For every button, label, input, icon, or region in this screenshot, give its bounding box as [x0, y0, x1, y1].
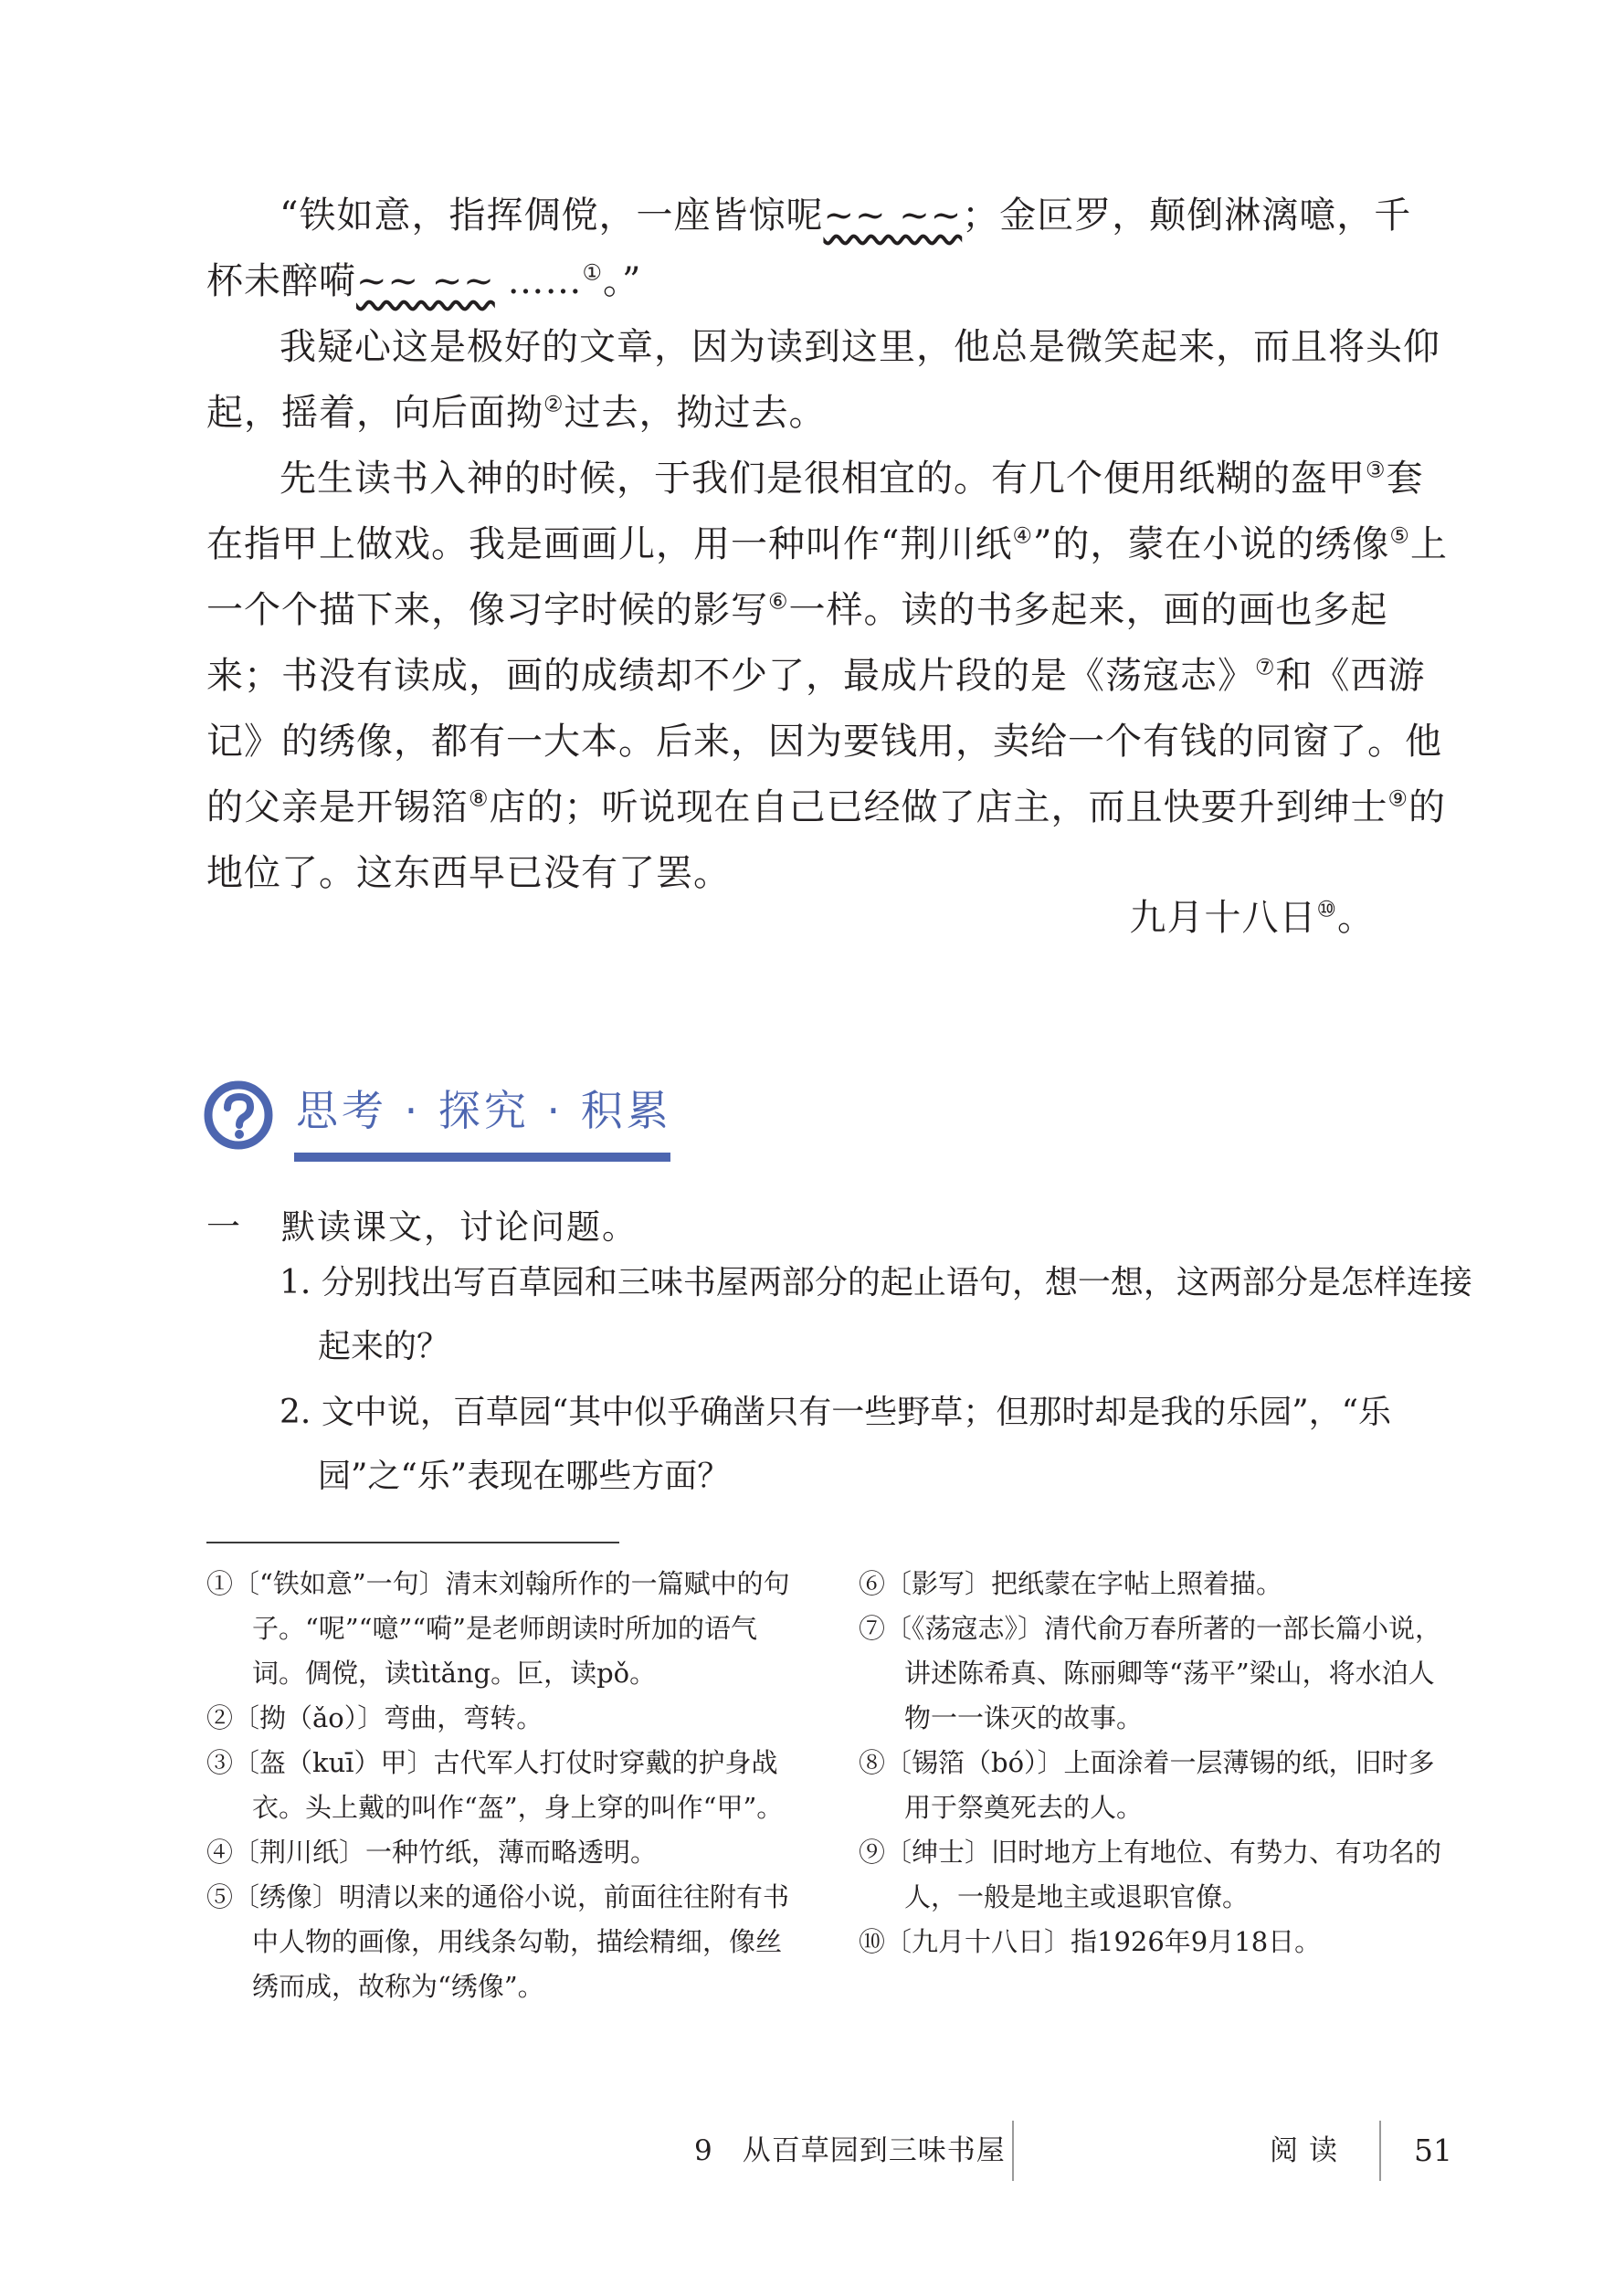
footnote-ref-9[interactable]: ⑨ [1387, 785, 1409, 812]
p1-text-a: “铁如意，指挥倜傥，一座皆惊呢 [280, 195, 824, 237]
p3-text-6: 和《西游记》的绣像，都有一大本。后来，因为要钱用，卖给一个有钱的同窗了。他的父亲是开锡箔 [206, 655, 1442, 828]
footer-chapter-title: 9 从百草园到三味书屋 [694, 2134, 1006, 2167]
footer-divider [1379, 2121, 1381, 2181]
footnotes-left-column [206, 1562, 791, 2009]
p3-text-4: 上一个个描下来，像习字时候的影写 [206, 523, 1448, 631]
p3-text-1: 先生读书入神的时候，于我们是很相宜的。有几个便用纸糊的盔甲 [280, 458, 1366, 500]
question-group-title: 默读课文，讨论问题。 [281, 1207, 638, 1247]
p1-text-d: 。” [603, 260, 642, 302]
p3-text-7: 店的；听说现在自己已经做了店主，而且快要升到绅士 [489, 786, 1388, 828]
question-text: 分别找出写百草园和三味书屋两部分的起止语句，想一想，这两部分是怎样连接起来的？ [318, 1264, 1472, 1365]
body-paragraph-2 [206, 314, 1449, 446]
footnote-divider [206, 1542, 619, 1543]
p1-wave-1: ~~ ~~ [823, 195, 963, 237]
footnote-9: ⑨〔绅士〕旧时地方上有地位、有势力、有功名的人，一般是地主或退职官僚。 [859, 1837, 1442, 1912]
footnote-3: ③〔盔（kuī）甲〕古代军人打仗时穿戴的护身战衣。头上戴的叫作“盔”，身上穿的叫作“甲”。 [206, 1747, 784, 1823]
footnote-ref-8[interactable]: ⑧ [469, 785, 490, 812]
footnote-ref-1[interactable]: ① [582, 259, 604, 286]
date-line [1129, 890, 1375, 945]
date-end: 。 [1337, 897, 1375, 939]
footnote-ref-3[interactable]: ③ [1366, 457, 1387, 483]
question-group-number: 一 [206, 1207, 242, 1247]
footnote-ref-4[interactable]: ④ [1012, 522, 1033, 549]
p2-text-b: 过去，拗过去。 [564, 392, 827, 434]
footnote-7: ⑦〔《荡寇志》〕清代俞万春所著的一部长篇小说，讲述陈希真、陈丽卿等“荡平”梁山，将水泊人物一一诛灭的故事。 [859, 1613, 1442, 1733]
body-paragraph-3 [206, 446, 1449, 906]
p2-text-a: 我疑心这是极好的文章，因为读到这里，他总是微笑起来，而且将头仰起，摇着，向后面拗 [206, 326, 1440, 434]
p3-text-5: 一样。读的书多起来，画的画也多起来；书没有读成，画的成绩却不少了，最成片段的是《荡寇志》 [206, 589, 1388, 697]
p3-text-2: 套在指甲上做戏。我是画画儿，用一种叫作“荆川纸 [206, 458, 1424, 565]
question-item [280, 1381, 1483, 1509]
section-header [203, 1080, 678, 1180]
footer-divider [1012, 2121, 1014, 2181]
page-number: 51 [1414, 2133, 1452, 2168]
question-number: 2. [280, 1394, 311, 1431]
footnote-10: ⑩〔九月十八日〕指1926年9月18日。 [859, 1926, 1322, 1957]
p3-text-3: ”的，蒙在小说的绣像 [1032, 523, 1390, 565]
section-title: 思考 · 探究 · 积累 [296, 1086, 672, 1135]
question-number: 1. [280, 1264, 311, 1301]
footnote-ref-7[interactable]: ⑦ [1255, 654, 1276, 680]
footnote-1: ①〔“铁如意”一句〕清末刘翰所作的一篇赋中的句子。“呢”“噫”“嗬”是老师朗读时所加的语气词。倜傥，读tìtǎng。叵，读pǒ。 [206, 1568, 790, 1689]
p1-text-b: ；金叵罗，颠倒淋漓噫，千杯未醉嗬 [206, 195, 1412, 302]
date-text: 九月十八日 [1129, 897, 1317, 939]
footnote-6: ⑥〔影写〕把纸蒙在字帖上照着描。 [859, 1568, 1283, 1599]
footnote-ref-10[interactable]: ⑩ [1316, 896, 1337, 922]
footnote-ref-2[interactable]: ② [543, 391, 564, 417]
footnotes-right-column [859, 1562, 1452, 1964]
section-underline [294, 1153, 670, 1162]
footer-section-label: 阅读 [1270, 2134, 1348, 2167]
question-text: 文中说，百草园“其中似乎确凿只有一些野草；但那时却是我的乐园”，“乐园”之“乐”表现在哪些方面？ [318, 1394, 1392, 1495]
footnote-8: ⑧〔锡箔（bó）〕上面涂着一层薄锡的纸，旧时多用于祭奠死去的人。 [859, 1747, 1435, 1823]
footnote-5: ⑤〔绣像〕明清以来的通俗小说，前面往往附有书中人物的画像，用线条勾勒，描绘精细，像丝绣而成，故称为“绣像”。 [206, 1881, 790, 2002]
footnote-ref-6[interactable]: ⑥ [768, 588, 789, 615]
footnote-ref-5[interactable]: ⑤ [1389, 522, 1410, 549]
question-circle-icon [203, 1080, 274, 1151]
question-group-heading [206, 1202, 638, 1253]
p1-text-c: …… [494, 260, 583, 302]
footnote-4: ④〔荆川纸〕一种竹纸，薄而略透明。 [206, 1837, 658, 1868]
p1-wave-2: ~~ ~~ [356, 260, 495, 302]
footnote-2: ②〔拗（ǎo）〕弯曲，弯转。 [206, 1702, 543, 1733]
question-item [280, 1251, 1483, 1379]
body-paragraph-1 [206, 183, 1449, 314]
p3-text-8: 的地位了。这东西早已没有了罢。 [206, 786, 1447, 894]
